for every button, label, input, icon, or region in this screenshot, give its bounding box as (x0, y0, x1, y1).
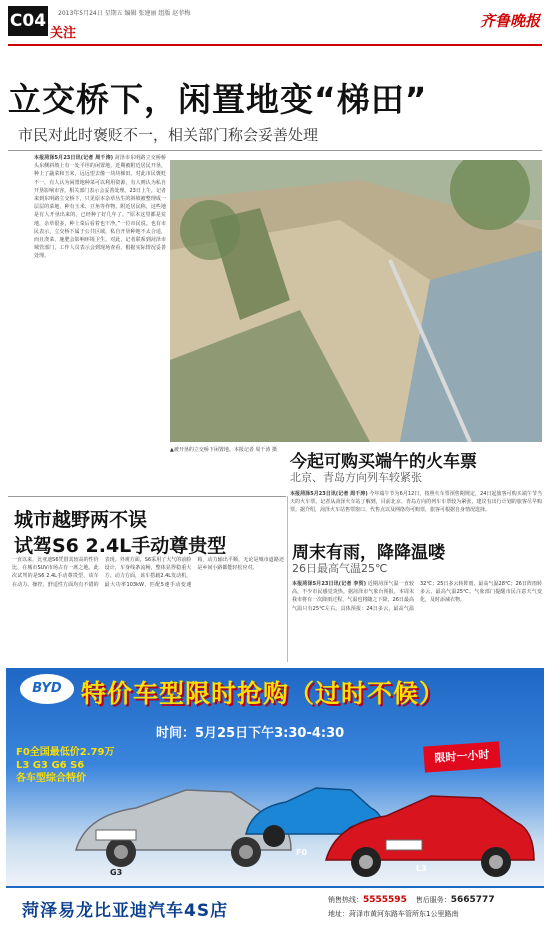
service-phone: 5665777 (450, 895, 495, 905)
lead-body (34, 154, 166, 490)
weather-body (292, 580, 542, 662)
cars-illustration (66, 760, 536, 884)
sales-phone: 5555595 (363, 895, 407, 905)
train-body (290, 490, 542, 532)
ad-headline: 特价车型限时抢购（过时不候） (81, 679, 446, 708)
dealer-contact (328, 893, 495, 921)
photo-caption: ▲被开垦的立交桥下闲置地。本报记者 周千涛 摄 (170, 447, 278, 453)
page-code: C04 (8, 6, 48, 36)
dealer-address: 菏泽市黄河东路车管所东1公里路南 (349, 910, 459, 918)
suv-rule (8, 496, 286, 497)
promo-line: F0全国最低价2.79万 (16, 747, 115, 758)
limited-time-badge: 限时一小时 (423, 741, 501, 772)
weather-subtitle: 26日最高气温25℃ (292, 562, 388, 575)
lead-photo (170, 160, 542, 442)
lead-byline: 本报菏泽5月23日讯(记者 周千涛) (34, 155, 113, 161)
lead-subtitle: 市民对此时褒贬不一，相关部门称会妥善处理 (18, 126, 319, 144)
car-label: G3 (110, 868, 123, 877)
promo-line: 各车型综合特价 (16, 773, 86, 784)
train-byline: 本报菏泽5月23日讯(记者 周千涛) (290, 491, 368, 497)
train-title: 今起可购买端午的火车票 (290, 452, 477, 472)
embankment-photo-image (170, 160, 542, 442)
train-text: 今年端午节为6月12日，按照火车票预售期规定，24日起旅客可购买端午节当天的火车票。记者从菏泽火车站了解到，目前北京、青岛方向的列车车票较为紧张，建议有出行计划的旅客尽早购票。据介绍，菏泽火车站售票窗口、代售点以及网络均可购票，旅客可根据自身情况选择。 (290, 491, 542, 514)
car-advertisement (6, 668, 544, 886)
dealer-name: 菏泽易龙比亚迪汽车4S店 (22, 901, 229, 921)
dealer-footer (6, 886, 544, 926)
edition-meta: 2013年5月24日 星期五 编辑 张建丽 组版 赵菲梅 (58, 10, 191, 17)
byd-logo: BYD (20, 674, 74, 704)
train-subtitle: 北京、青岛方向列车较紧张 (290, 471, 422, 484)
address-label: 地址： (328, 910, 349, 918)
weather-text: 近期菏泽气温一直较高，不少市民感觉炎热。据菏泽市气象台预报，本周末我市将有一次降雨过程，气温也将随之下降，26日最高气温只有25℃左右。具体预报：24日多云，最高气温32℃；25日多云转阵雨，最高气温28℃；26日阵雨转多云，最高气温25℃。气象部门提醒市民注意天气变化，及时添减衣物。 (292, 581, 542, 612)
ad-time: 时间：5月25日下午3:30-4:30 (156, 726, 345, 741)
suv-body: 一直以来，比亚迪S6凭借其较高的性价比，在城市SUV市场占有一席之地。此次试驾的是S6 2.4L手动尊贵型，该车在动力、操控、舒适性方面均有不错的表现。外观方面，S6采用了大气的前脸设计，车身线条流畅，整体显得稳重大方。动力方面，该车搭载2.4L发动机，最大功率103kW，匹配5速手动变速箱，动力输出平顺，无论是城市道路还是乡间小路都能轻松应对。 (12, 557, 284, 588)
sales-label: 销售热线： (328, 896, 363, 904)
suv-title-line1: 城市越野两不误 (14, 509, 148, 531)
lead-title: 立交桥下，闲置地变“梯田” (8, 80, 428, 119)
promo-line: L3 G3 G6 S6 (16, 760, 85, 771)
car-label: F0 (296, 848, 308, 857)
lead-text: 菏泽市东明路立交桥桥头东侧斜坡上有一处平坦的闲置地，近期被附近居民开垦，种上了蔬菜和玉米，远远望去像一块块梯田。对此市民褒贬不一，有人认为闲置地种菜可以利用资源，有人则认为私自开垦影响市容。相关部门表示会妥善处理。23日上午，记者来到东明路立交桥下，只见原本杂草丛生的斜坡被整理成一层层的菜地，种有玉米、豆角等作物。附近居民称，这些地是有人开垦出来的，已经种了好几年了。“原本这里都是荒地，杂草很多，种上菜后看着也干净。”一位市民说。也有市民表示，立交桥下属于公共区域，私自开垦种地不太合适，而且浇菜、施肥会影响环境卫生。对此，记者联系到菏泽市城管部门，工作人员表示会到现场查看，根据实际情况妥善处理。 (34, 155, 166, 260)
suv-title-line2: 试驾S6 2.4L手动尊贵型 (14, 535, 227, 557)
weather-title: 周末有雨，降降温喽 (292, 543, 445, 563)
newspaper-logo: 齐鲁晚报 (479, 12, 540, 30)
lead-rule (8, 150, 542, 151)
section-name: 关注 (50, 26, 77, 41)
weather-byline: 本报菏泽5月23日讯(记者 李贺) (292, 581, 367, 587)
header-rule (8, 44, 542, 46)
column-divider (287, 496, 288, 662)
service-label: 售后服务： (415, 896, 451, 904)
car-label: L3 (416, 864, 427, 873)
